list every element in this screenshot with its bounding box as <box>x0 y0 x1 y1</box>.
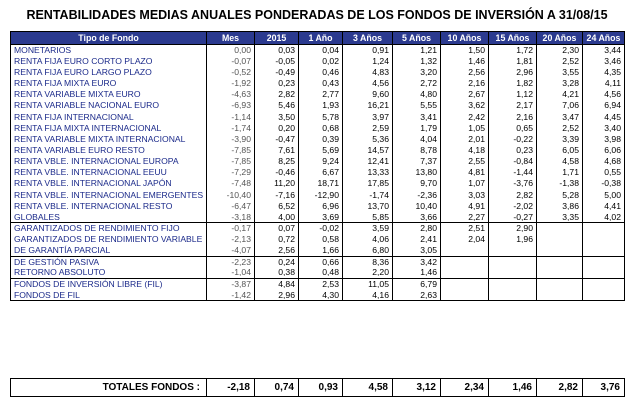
return-value <box>537 267 583 278</box>
return-value: -0,22 <box>489 134 537 145</box>
return-value: -10,40 <box>207 189 255 200</box>
fund-type-name: RENTA VARIABLE MIXTA INTERNACIONAL <box>11 134 207 145</box>
return-value: 2,17 <box>489 100 537 111</box>
return-value <box>489 256 537 267</box>
return-value: 3,69 <box>299 212 343 223</box>
return-value: 1,46 <box>393 267 441 278</box>
return-value: 1,50 <box>441 45 489 56</box>
return-value: 0,72 <box>255 234 299 245</box>
table-row <box>11 267 625 278</box>
return-value: 9,70 <box>393 178 441 189</box>
return-value: -12,90 <box>299 189 343 200</box>
return-value: 3,41 <box>393 111 441 122</box>
return-value: 5,36 <box>343 134 393 145</box>
return-value: 8,25 <box>255 156 299 167</box>
return-value: 3,05 <box>393 245 441 256</box>
return-value: 0,43 <box>299 78 343 89</box>
return-value <box>489 290 537 301</box>
return-value: -2,23 <box>207 256 255 267</box>
return-value: 3,50 <box>255 111 299 122</box>
fund-type-name: DE GESTIÓN PASIVA <box>11 256 207 267</box>
return-value: 6,94 <box>583 100 625 111</box>
return-value: -2,13 <box>207 234 255 245</box>
return-value: 1,82 <box>489 78 537 89</box>
return-value: 9,60 <box>343 89 393 100</box>
return-value: 4,91 <box>441 200 489 211</box>
return-value: 0,04 <box>299 45 343 56</box>
return-value: -1,14 <box>207 111 255 122</box>
return-value: -3,90 <box>207 134 255 145</box>
return-value: 4,04 <box>393 134 441 145</box>
return-value: -1,74 <box>343 189 393 200</box>
return-value: 2,90 <box>489 223 537 234</box>
return-value: 2,27 <box>441 212 489 223</box>
table-row <box>11 78 625 89</box>
return-value: 5,46 <box>255 100 299 111</box>
header-period: 24 Años <box>583 32 625 45</box>
return-value: -0,84 <box>489 156 537 167</box>
return-value: 4,83 <box>343 67 393 78</box>
return-value <box>583 234 625 245</box>
return-value: 8,78 <box>393 145 441 156</box>
header-period: 1 Año <box>299 32 343 45</box>
table-row <box>11 256 625 267</box>
return-value: 2,56 <box>255 245 299 256</box>
return-value: 0,91 <box>343 45 393 56</box>
return-value: -0,05 <box>255 56 299 67</box>
return-value: 11,20 <box>255 178 299 189</box>
fund-type-name: RENTA VARIABLE MIXTA EURO <box>11 89 207 100</box>
return-value: 4,21 <box>537 89 583 100</box>
return-value: 0,46 <box>299 67 343 78</box>
return-value: -0,27 <box>489 212 537 223</box>
return-value: 3,44 <box>583 45 625 56</box>
return-value: 3,20 <box>393 67 441 78</box>
return-value <box>537 278 583 289</box>
totals-table <box>10 378 625 397</box>
return-value: -3,76 <box>489 178 537 189</box>
return-value: 7,06 <box>537 100 583 111</box>
return-value: 13,33 <box>343 167 393 178</box>
return-value: -6,47 <box>207 200 255 211</box>
return-value: -4,07 <box>207 245 255 256</box>
return-value: 3,86 <box>537 200 583 211</box>
header-fund-type: Tipo de Fondo <box>11 32 207 45</box>
return-value: -0,49 <box>255 67 299 78</box>
fund-type-name: GARANTIZADOS DE RENDIMIENTO VARIABLE <box>11 234 207 245</box>
return-value: -4,63 <box>207 89 255 100</box>
return-value: 4,16 <box>343 290 393 301</box>
return-value: 8,36 <box>343 256 393 267</box>
return-value: -1,74 <box>207 122 255 133</box>
return-value: 3,98 <box>583 134 625 145</box>
return-value: 7,61 <box>255 145 299 156</box>
table-row <box>11 167 625 178</box>
return-value: 2,82 <box>255 89 299 100</box>
total-value: 2,34 <box>441 379 489 397</box>
return-value <box>583 278 625 289</box>
return-value: -1,38 <box>537 178 583 189</box>
table-row <box>11 223 625 234</box>
return-value: 0,23 <box>255 78 299 89</box>
return-value <box>583 223 625 234</box>
return-value: 4,35 <box>583 67 625 78</box>
return-value: 6,96 <box>299 200 343 211</box>
total-value: -2,18 <box>207 379 255 397</box>
return-value: 0,23 <box>489 145 537 156</box>
return-value: 1,32 <box>393 56 441 67</box>
return-value: 3,03 <box>441 189 489 200</box>
return-value: 3,35 <box>537 212 583 223</box>
return-value: -1,44 <box>489 167 537 178</box>
return-value: 2,16 <box>441 78 489 89</box>
return-value: -2,36 <box>393 189 441 200</box>
fund-type-name: RENTA VBLE. INTERNACIONAL JAPÓN <box>11 178 207 189</box>
return-value: 1,21 <box>393 45 441 56</box>
return-value: -7,48 <box>207 178 255 189</box>
return-value: 0,68 <box>299 122 343 133</box>
return-value <box>441 245 489 256</box>
return-value <box>441 256 489 267</box>
return-value: 2,52 <box>537 122 583 133</box>
header-period: 5 Años <box>393 32 441 45</box>
return-value <box>441 278 489 289</box>
fund-type-name: RENTA FIJA INTERNACIONAL <box>11 111 207 122</box>
fund-type-name: RENTA VBLE. INTERNACIONAL RESTO <box>11 200 207 211</box>
return-value: 2,72 <box>393 78 441 89</box>
return-value: 2,53 <box>299 278 343 289</box>
return-value <box>583 256 625 267</box>
return-value: 1,24 <box>343 56 393 67</box>
return-value: 16,21 <box>343 100 393 111</box>
return-value: 0,00 <box>207 45 255 56</box>
return-value: 2,42 <box>441 111 489 122</box>
table-row <box>11 278 625 289</box>
header-period: 2015 <box>255 32 299 45</box>
return-value: -7,85 <box>207 156 255 167</box>
return-value: 3,40 <box>583 122 625 133</box>
return-value: 2,80 <box>393 223 441 234</box>
return-value: 2,41 <box>393 234 441 245</box>
fund-type-name: GLOBALES <box>11 212 207 223</box>
return-value: 2,67 <box>441 89 489 100</box>
return-value: 2,01 <box>441 134 489 145</box>
table-row <box>11 178 625 189</box>
fund-type-name: RENTA VBLE. INTERNACIONAL EEUU <box>11 167 207 178</box>
return-value <box>583 290 625 301</box>
return-value: 3,46 <box>583 56 625 67</box>
fund-type-name: GARANTIZADOS DE RENDIMIENTO FIJO <box>11 223 207 234</box>
return-value: 4,68 <box>583 156 625 167</box>
table-row <box>11 45 625 56</box>
return-value: 5,00 <box>583 189 625 200</box>
table-row <box>11 234 625 245</box>
return-value: 13,80 <box>393 167 441 178</box>
total-value: 3,76 <box>583 379 625 397</box>
fund-type-name: RENTA VBLE. INTERNACIONAL EMERGENTES <box>11 189 207 200</box>
fund-type-name: FONDOS DE INVERSIÓN LIBRE (FIL) <box>11 278 207 289</box>
total-value: 2,82 <box>537 379 583 397</box>
return-value: 4,56 <box>343 78 393 89</box>
return-value: 1,66 <box>299 245 343 256</box>
table-row <box>11 89 625 100</box>
return-value: 7,37 <box>393 156 441 167</box>
return-value: 4,02 <box>583 212 625 223</box>
return-value: 2,56 <box>441 67 489 78</box>
return-value: -7,29 <box>207 167 255 178</box>
return-value: 4,11 <box>583 78 625 89</box>
fund-type-name: RENTA VBLE. INTERNACIONAL EUROPA <box>11 156 207 167</box>
return-value <box>537 245 583 256</box>
fund-type-name: RENTA FIJA EURO LARGO PLAZO <box>11 67 207 78</box>
return-value: 2,77 <box>299 89 343 100</box>
return-value: 6,80 <box>343 245 393 256</box>
return-value: 0,39 <box>299 134 343 145</box>
total-value: 3,12 <box>393 379 441 397</box>
return-value: 4,18 <box>441 145 489 156</box>
return-value: 1,05 <box>441 122 489 133</box>
fund-type-name: RENTA VARIABLE NACIONAL EURO <box>11 100 207 111</box>
return-value <box>537 290 583 301</box>
report-title: RENTABILIDADES MEDIAS ANUALES PONDERADAS DE LOS FONDOS DE INVERSIÓN A 31/08/15 <box>26 8 608 22</box>
return-value: -3,18 <box>207 212 255 223</box>
return-value: 1,12 <box>489 89 537 100</box>
return-value: 6,05 <box>537 145 583 156</box>
fund-type-name: RENTA VARIABLE EURO RESTO <box>11 145 207 156</box>
return-value: -0,07 <box>207 56 255 67</box>
return-value <box>583 267 625 278</box>
total-value: 0,74 <box>255 379 299 397</box>
return-value: 0,07 <box>255 223 299 234</box>
return-value: 4,30 <box>299 290 343 301</box>
return-value: 3,28 <box>537 78 583 89</box>
return-value: 5,85 <box>343 212 393 223</box>
header-period: 15 Años <box>489 32 537 45</box>
table-row <box>11 145 625 156</box>
return-value: 6,79 <box>393 278 441 289</box>
return-value: 2,55 <box>441 156 489 167</box>
return-value: 18,71 <box>299 178 343 189</box>
table-row <box>11 134 625 145</box>
return-value: 6,52 <box>255 200 299 211</box>
return-value: 2,51 <box>441 223 489 234</box>
return-value: -0,17 <box>207 223 255 234</box>
return-value: 4,56 <box>583 89 625 100</box>
return-value: 1,71 <box>537 167 583 178</box>
return-value <box>537 234 583 245</box>
return-value: 3,97 <box>343 111 393 122</box>
table-row <box>11 56 625 67</box>
return-value: 3,39 <box>537 134 583 145</box>
return-value <box>583 245 625 256</box>
fund-type-name: RENTA FIJA MIXTA EURO <box>11 78 207 89</box>
return-value: 11,05 <box>343 278 393 289</box>
table-row <box>11 200 625 211</box>
return-value: -2,02 <box>489 200 537 211</box>
fund-type-name: RENTA FIJA EURO CORTO PLAZO <box>11 56 207 67</box>
return-value: 2,20 <box>343 267 393 278</box>
return-value: 4,06 <box>343 234 393 245</box>
return-value: -0,46 <box>255 167 299 178</box>
return-value <box>537 256 583 267</box>
return-value: -1,92 <box>207 78 255 89</box>
return-value: 3,59 <box>343 223 393 234</box>
return-value: 0,58 <box>299 234 343 245</box>
return-value: 6,06 <box>583 145 625 156</box>
return-value: 4,80 <box>393 89 441 100</box>
return-value: -0,38 <box>583 178 625 189</box>
return-value: 0,66 <box>299 256 343 267</box>
fund-type-name: MONETARIOS <box>11 45 207 56</box>
fund-type-name: DE GARANTÍA PARCIAL <box>11 245 207 256</box>
return-value: 1,79 <box>393 122 441 133</box>
return-value: -6,93 <box>207 100 255 111</box>
return-value: 4,84 <box>255 278 299 289</box>
return-value: 2,52 <box>537 56 583 67</box>
return-value: 1,72 <box>489 45 537 56</box>
return-value: 3,62 <box>441 100 489 111</box>
return-value: 9,24 <box>299 156 343 167</box>
return-value: 3,47 <box>537 111 583 122</box>
header-period: 20 Años <box>537 32 583 45</box>
return-value <box>489 278 537 289</box>
table-row <box>11 156 625 167</box>
table-row <box>11 122 625 133</box>
return-value: 0,02 <box>299 56 343 67</box>
return-value: 0,20 <box>255 122 299 133</box>
totals-label: TOTALES FONDOS : <box>11 379 207 397</box>
return-value: 13,70 <box>343 200 393 211</box>
return-value: 0,48 <box>299 267 343 278</box>
totals-row <box>11 379 625 397</box>
fund-type-name: FONDOS DE FIL <box>11 290 207 301</box>
return-value: 2,16 <box>489 111 537 122</box>
return-value: 5,78 <box>299 111 343 122</box>
table-row <box>11 245 625 256</box>
total-value: 0,93 <box>299 379 343 397</box>
return-value: 5,69 <box>299 145 343 156</box>
header-period: 3 Años <box>343 32 393 45</box>
return-value: -1,04 <box>207 267 255 278</box>
return-value: 1,46 <box>441 56 489 67</box>
return-value: 2,59 <box>343 122 393 133</box>
return-value: 5,28 <box>537 189 583 200</box>
return-value: -7,16 <box>255 189 299 200</box>
return-value: 4,00 <box>255 212 299 223</box>
return-value: -0,47 <box>255 134 299 145</box>
return-value: -0,02 <box>299 223 343 234</box>
return-value: 2,96 <box>489 67 537 78</box>
header-period: 10 Años <box>441 32 489 45</box>
return-value: -0,52 <box>207 67 255 78</box>
return-value: 0,24 <box>255 256 299 267</box>
return-value: -3,87 <box>207 278 255 289</box>
return-value: 14,57 <box>343 145 393 156</box>
return-value <box>489 245 537 256</box>
table-row <box>11 212 625 223</box>
return-value: 0,55 <box>583 167 625 178</box>
fund-type-name: RETORNO ABSOLUTO <box>11 267 207 278</box>
table-row <box>11 290 625 301</box>
return-value: 2,63 <box>393 290 441 301</box>
return-value <box>489 267 537 278</box>
return-value: -1,42 <box>207 290 255 301</box>
table-row <box>11 189 625 200</box>
return-value: 17,85 <box>343 178 393 189</box>
return-value: 3,55 <box>537 67 583 78</box>
return-value <box>441 290 489 301</box>
table-row <box>11 67 625 78</box>
total-value: 1,46 <box>489 379 537 397</box>
return-value: 1,96 <box>489 234 537 245</box>
total-value: 4,58 <box>343 379 393 397</box>
header-row <box>11 32 625 45</box>
return-value: 3,42 <box>393 256 441 267</box>
return-value: 4,41 <box>583 200 625 211</box>
return-value: 10,40 <box>393 200 441 211</box>
return-value: 2,82 <box>489 189 537 200</box>
return-value <box>441 267 489 278</box>
table-row <box>11 100 625 111</box>
return-value: 3,66 <box>393 212 441 223</box>
returns-table <box>10 31 625 301</box>
return-value: 4,58 <box>537 156 583 167</box>
return-value: 0,03 <box>255 45 299 56</box>
header-period: Mes <box>207 32 255 45</box>
return-value: 1,81 <box>489 56 537 67</box>
return-value: 6,67 <box>299 167 343 178</box>
return-value: 2,04 <box>441 234 489 245</box>
return-value: -7,85 <box>207 145 255 156</box>
return-value: 0,38 <box>255 267 299 278</box>
return-value: 1,93 <box>299 100 343 111</box>
return-value: 2,30 <box>537 45 583 56</box>
return-value: 4,81 <box>441 167 489 178</box>
return-value: 0,65 <box>489 122 537 133</box>
return-value: 1,07 <box>441 178 489 189</box>
fund-type-name: RENTA FIJA MIXTA INTERNACIONAL <box>11 122 207 133</box>
return-value: 2,96 <box>255 290 299 301</box>
return-value: 12,41 <box>343 156 393 167</box>
return-value <box>537 223 583 234</box>
return-value: 5,55 <box>393 100 441 111</box>
return-value: 4,45 <box>583 111 625 122</box>
table-row <box>11 111 625 122</box>
